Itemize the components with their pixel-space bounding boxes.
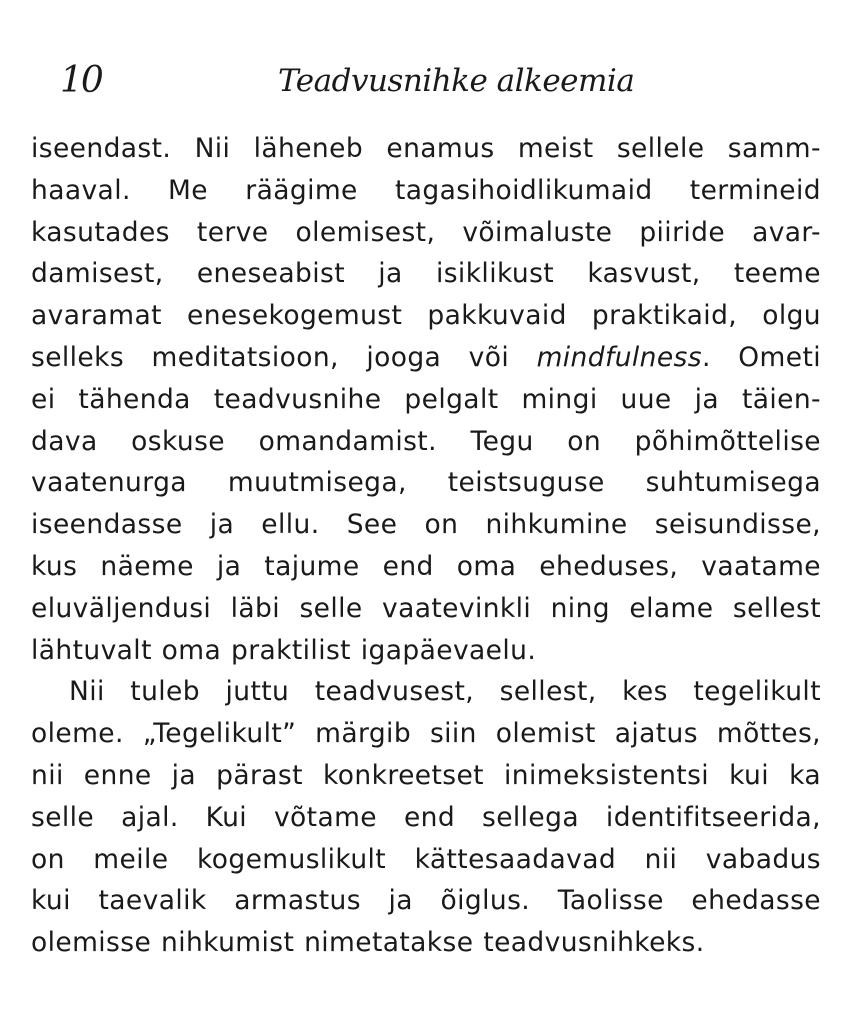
text-line: olemisse nihkumist nimetatakse teadvusnihkeks. — [31, 927, 705, 959]
text-line: iseendast. Nii läheneb enamus meist sellele samm- — [31, 133, 821, 164]
page-number: 10 — [60, 60, 102, 101]
text-line: Nii tuleb juttu teadvusest, sellest, kes tegelikult — [69, 676, 821, 708]
text-line: on meile kogemuslikult kättesaadavad nii vabadus — [31, 843, 821, 875]
text-line: avaramat enesekogemust pakkuvaid praktikaid, olgu — [31, 300, 821, 332]
text-line: kasutades terve olemisest, võimaluste piiride avar- — [31, 216, 821, 248]
text-line: ei tähenda teadvusnihe pelgalt mingi uue ja täien- — [31, 383, 821, 415]
running-title: Teadvusnihke alkeemia — [278, 63, 635, 99]
text-line: iseendasse ja ellu. See on nihkumine seisundisse, — [31, 509, 821, 541]
text-line: haaval. Me räägime tagasihoidlikumaid termineid — [31, 174, 821, 206]
text-line: oleme. „Tegelikult” märgib siin olemist ajatus mõttes, — [31, 718, 821, 750]
text-segment: selleks meditatsioon, jooga või — [31, 341, 537, 373]
page-header — [0, 52, 850, 112]
paragraph-2 — [31, 671, 821, 964]
text-line-with-italic — [31, 337, 821, 379]
text-line: dava oskuse omandamist. Tegu on põhimõttelise — [31, 425, 821, 457]
text-segment: . Ometi — [701, 341, 821, 373]
paragraph-1 — [31, 128, 821, 671]
text-line: selle ajal. Kui võtame end sellega identifitseerida, — [31, 801, 821, 833]
text-line: lähtuvalt oma praktilist igapäevaelu. — [31, 634, 537, 666]
text-line: damisest, eneseabist ja isiklikust kasvust, teeme — [31, 258, 821, 290]
text-line: vaatenurga muutmisega, teistsuguse suhtumisega — [31, 467, 821, 499]
text-line: eluväljendusi läbi selle vaatevinkli ning elame sellest — [31, 592, 821, 624]
text-line: nii enne ja pärast konkreetset inimeksistentsi kui ka — [31, 759, 821, 791]
text-line: kui taevalik armastus ja õiglus. Taolisse ehedasse — [31, 885, 821, 917]
body-text — [31, 128, 821, 964]
italic-term: mindfulness — [536, 341, 702, 373]
text-line: kus näeme ja tajume end oma eheduses, vaatame — [31, 550, 821, 582]
